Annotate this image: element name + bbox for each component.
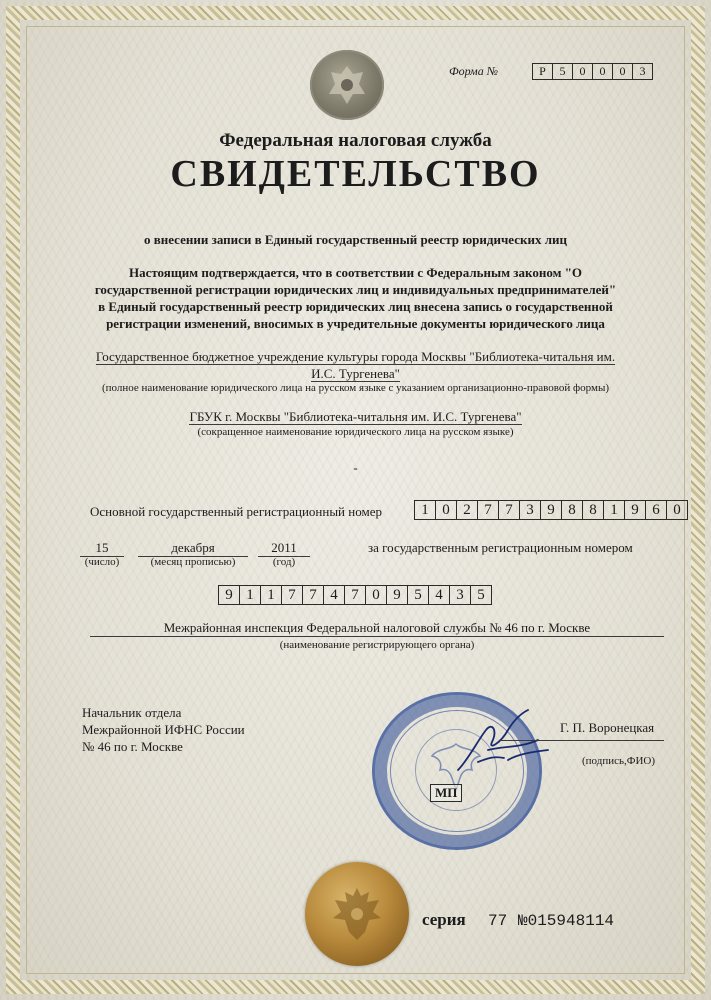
form-code-cell: 3 [632, 63, 653, 80]
signatory-title [82, 704, 245, 755]
short-name-caption: (сокращенное наименование юридического лица на русском языке) [197, 426, 514, 438]
confirmation-line: Настоящим подтверждается, что в соответствии с Федеральным законом "О [128, 265, 583, 280]
reg-number-digit: 1 [239, 585, 260, 605]
ogrn-digit: 0 [666, 500, 688, 520]
reg-number-digit: 1 [260, 585, 281, 605]
entity-full-name [70, 348, 641, 382]
form-code-cell: 0 [592, 63, 612, 80]
date-day: 15 [80, 540, 124, 557]
form-code-cell: 0 [572, 63, 592, 80]
ogrn-digit: 8 [582, 500, 603, 520]
ogrn-digit: 7 [498, 500, 519, 520]
date-month-caption: (месяц прописью) [150, 556, 236, 568]
entity-full-name-line: Государственное бюджетное учреждение культуры города Москвы "Библиотека-читальня им. [95, 349, 616, 364]
reg-number-digit: 0 [365, 585, 386, 605]
agency-name: Федеральная налоговая служба [219, 130, 492, 151]
reg-number-lead-text: за государственным регистрационным номером [368, 540, 633, 555]
ogrn-digit: 2 [456, 500, 477, 520]
date-year: 2011 [258, 540, 310, 557]
date-month: декабря [138, 540, 248, 557]
reg-number-digit: 9 [218, 585, 239, 605]
document-title: СВИДЕТЕЛЬСТВО [170, 153, 541, 195]
stamp-place-label: МП [430, 784, 462, 802]
signatory-name: Г. П. Воронецкая [560, 720, 655, 735]
confirmation-text [40, 264, 671, 332]
confirmation-line: в Единый государственный реестр юридических лиц внесена запись о государственной [98, 299, 613, 314]
reg-number-digit: 5 [470, 585, 492, 605]
reg-number-digit: 4 [428, 585, 449, 605]
ogrn-digit: 1 [603, 500, 624, 520]
confirmation-line: государственной регистрации юридических лиц и индивидуальных предпринимателей" [94, 282, 617, 297]
ogrn-digit: 8 [561, 500, 582, 520]
ogrn-digit: 6 [645, 500, 666, 520]
double-eagle-icon [329, 884, 385, 944]
series-label: серия [422, 910, 466, 929]
signature-line [500, 740, 664, 741]
reg-number-digit: 4 [323, 585, 344, 605]
date-day-caption: (число) [84, 556, 120, 568]
form-code-cell: 5 [552, 63, 572, 80]
ogrn-digit: 7 [477, 500, 498, 520]
date-year-caption: (год) [272, 556, 296, 568]
reg-number-digit: 7 [281, 585, 302, 605]
registering-authority: Межрайонная инспекция Федеральной налоговой службы № 46 по г. Москве [90, 620, 664, 637]
reg-number-digit: 7 [302, 585, 323, 605]
reg-number-digit: 7 [344, 585, 365, 605]
form-code-cell: 0 [612, 63, 632, 80]
signatory-title-line: № 46 по г. Москве [82, 739, 183, 754]
signature-caption: (подпись,ФИО) [582, 755, 655, 767]
reg-number-digit: 3 [449, 585, 470, 605]
ogrn-number [414, 500, 688, 520]
series-number: №015948114 [518, 912, 615, 930]
document-subtitle: о внесении записи в Единый государственный реестр юридических лиц [143, 232, 567, 247]
full-name-caption: (полное наименование юридического лица на русском языке с указанием организационно-правовой формы) [101, 382, 610, 394]
registration-number [218, 585, 492, 605]
entity-short-name-text: ГБУК г. Москвы "Библиотека-читальня им. И.С. Тургенева" [189, 409, 522, 424]
entity-short-name [70, 409, 641, 425]
form-label: Форма № [449, 64, 499, 78]
signatory-title-line: Начальник отдела [82, 705, 182, 720]
ogrn-digit: 3 [519, 500, 540, 520]
ogrn-digit: 1 [414, 500, 435, 520]
reg-number-digit: 5 [407, 585, 428, 605]
confirmation-line: регистрации изменений, вносимых в учредительные документы юридического лица [106, 316, 605, 331]
reg-number-digit: 9 [386, 585, 407, 605]
ogrn-digit: 9 [624, 500, 645, 520]
registering-authority-caption: (наименование регистрирующего органа) [279, 639, 475, 651]
form-code [532, 63, 653, 80]
ogrn-digit: 9 [540, 500, 561, 520]
series-value: 77 [488, 912, 508, 930]
ogrn-label: Основной государственный регистрационный номер [90, 504, 382, 519]
entity-full-name-line: И.С. Тургенева" [311, 366, 400, 381]
form-code-cell: Р [532, 63, 552, 80]
coat-of-arms-emblem [310, 50, 384, 120]
signatory-title-line: Межрайонной ИФНС России [82, 722, 245, 737]
hologram-seal [305, 862, 409, 966]
ogrn-digit: 0 [435, 500, 456, 520]
empty-field-dash: - [353, 460, 358, 475]
